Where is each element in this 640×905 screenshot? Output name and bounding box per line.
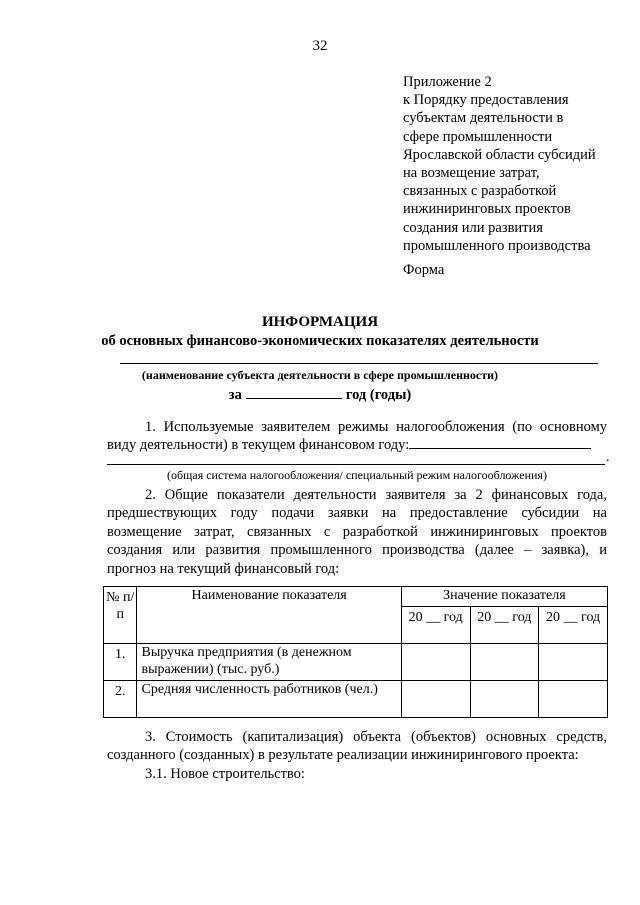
section-1-line-2 (107, 436, 607, 454)
appendix-line: субъектам деятельности в (403, 110, 564, 127)
name-header: Наименование показателя (137, 587, 401, 644)
appendix-line: промышленного производства (403, 237, 591, 254)
row-number: 1. (104, 644, 137, 681)
period-blank[interactable] (246, 386, 342, 399)
row-indicator-name: Средняя численность работников (чел.) (137, 681, 401, 718)
section-3-1: 3.1. Новое строительство: (145, 765, 305, 782)
table-row (104, 681, 608, 718)
value-cell[interactable] (470, 644, 539, 681)
appendix-block (403, 73, 633, 255)
section-3-line-1: 3. Стоимость (капитализация) объекта (объектов) основных средств, (145, 729, 607, 745)
value-header: Значение показателя (401, 587, 607, 607)
period-prefix: за (228, 387, 242, 403)
table-row (104, 644, 608, 681)
row-indicator-name: Выручка предприятия (в денежном выражении) (тыс. руб.) (137, 644, 401, 681)
page-number: 32 (312, 38, 328, 54)
row-number: 2. (104, 681, 137, 718)
section-1 (107, 418, 607, 455)
year-header: 20 __ год (470, 607, 539, 644)
year-header: 20 __ год (539, 607, 608, 644)
form-label: Форма (403, 262, 445, 278)
period-line (0, 386, 640, 404)
section-2-line: создания или развития промышленного производства (далее – заявка), и (107, 542, 607, 559)
entity-name-line[interactable] (120, 363, 598, 364)
appendix-line: на возмещение затрат, (403, 165, 540, 182)
section-2-line: предшествующих году подачи заявки на предоставление субсидии на (107, 505, 607, 522)
section-2-line: возмещение затрат, связанных с разработкой инжиниринговых проектов (107, 523, 607, 540)
appendix-line: Ярославской области субсидий (403, 146, 596, 163)
section-1-line-2-text: виду деятельности) в текущем финансовом году: (107, 437, 410, 454)
period-suffix: год (годы) (345, 387, 412, 403)
tax-regime-caption: (общая система налогообложения/ специальный режим налогообложения) (167, 468, 547, 482)
value-cell[interactable] (539, 644, 608, 681)
num-header: № п/п (104, 587, 137, 644)
section-2 (107, 486, 607, 578)
section-2-line: прогноз на текущий финансовый год: (107, 560, 340, 577)
value-cell[interactable] (470, 681, 539, 718)
appendix-line: инжиниринговых проектов (403, 201, 571, 218)
value-cell[interactable] (401, 681, 470, 718)
appendix-line: Приложение 2 (403, 74, 492, 90)
indicators-table (103, 586, 608, 718)
entity-name-caption: (наименование субъекта деятельности в сфере промышленности) (141, 368, 499, 382)
tax-regime-blank[interactable] (409, 436, 591, 449)
value-cell[interactable] (539, 681, 608, 718)
line-end-dot: . (606, 450, 610, 465)
section-2-line: 2. Общие показатели деятельности заявителя за 2 финансовых года, (145, 487, 607, 503)
appendix-line: к Порядку предоставления (403, 92, 569, 109)
section-3-line-2: созданного (созданных) в результате реализации инжинирингового проекта: (107, 747, 579, 764)
document-subtitle: об основных финансово-экономических показателях деятельности (101, 333, 539, 349)
document-title: ИНФОРМАЦИЯ (261, 314, 379, 330)
section-1-line-1: 1. Используемые заявителем режимы налогообложения (по основному (145, 419, 607, 435)
appendix-line: создания или развития (403, 219, 543, 236)
tax-regime-full-line[interactable] (107, 464, 605, 465)
section-3 (107, 728, 607, 783)
appendix-line: сфере промышленности (403, 128, 553, 145)
appendix-line: связанных с разработкой (403, 183, 557, 200)
year-header: 20 __ год (401, 607, 470, 644)
value-cell[interactable] (401, 644, 470, 681)
